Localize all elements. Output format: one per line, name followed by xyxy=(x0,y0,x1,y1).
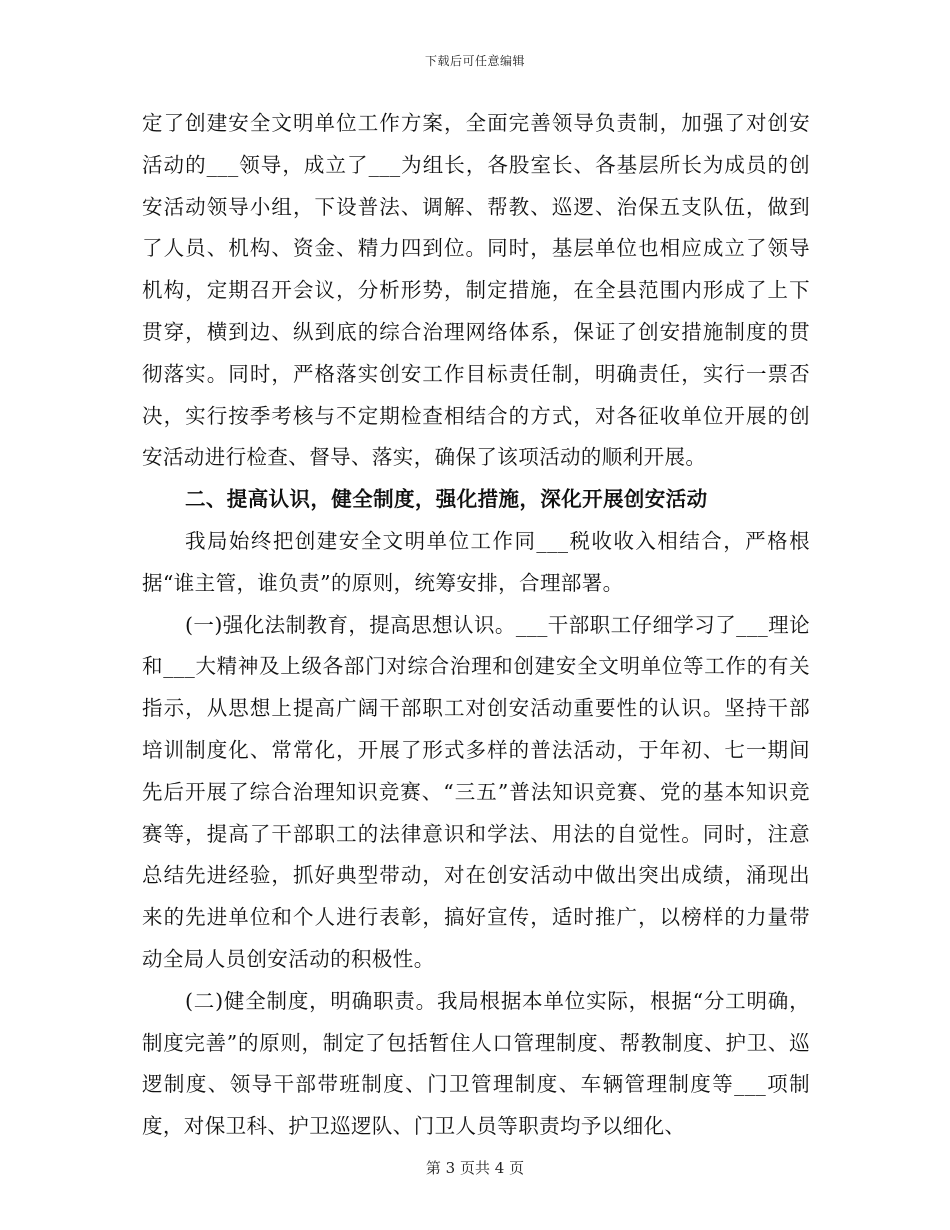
document-body xyxy=(142,103,810,1148)
paragraph-intro: 我局始终把创建安全文明单位工作同___税收收入相结合，严格根据“谁主管，谁负责”的原则，统筹安排，合理部署。 xyxy=(142,528,810,595)
paragraph-continuation: 定了创建安全文明单位工作方案，全面完善领导负责制，加强了对创安活动的___领导，成立了___为组长，各股室长、各基层所长为成员的创安活动领导小组，下设普法、调解、帮教、巡逻、治保五支队伍，做到了人员、机构、资金、精力四到位。同时，基层单位也相应成立了领导机构，定期召开会议，分析形势，制定措施，在全县范围内形成了上下贯穿，横到边、纵到底的综合治理网络体系，保证了创安措施制度的贯彻落实。同时，严格落实创安工作目标责任制，明确责任，实行一票否决，实行按季考核与不定期检查相结合的方式，对各征收单位开展的创安活动进行检查、督导、落实，确保了该项活动的顺利开展。 xyxy=(142,111,810,470)
paragraph-system-rules: (二)健全制度，明确职责。我局根据本单位实际，根据“分工明确，制度完善”的原则，制定了包括暂住人口管理制度、帮教制度、护卫、巡逻制度、领导干部带班制度、门卫管理制度、车辆管理制度等___项制度，对保卫科、护卫巡逻队、门卫人员等职责均予以细化、 xyxy=(142,988,810,1139)
page-header: 下载后可任意编辑 xyxy=(424,54,525,68)
paragraph-legal-education: (一)强化法制教育，提高思想认识。___干部职工仔细学习了___理论和___大精神及上级各部门对综合治理和创建安全文明单位等工作的有关指示，从思想上提高广阔干部职工对创安活动重要性的认识。坚持干部培训制度化、常常化，开展了形式多样的普法活动，于年初、七一期间先后开展了综合治理知识竞赛、“三五”普法知识竞赛、党的基本知识竞赛等，提高了干部职工的法律意识和学法、用法的自觉性。同时，注意总结先进经验，抓好典型带动，对在创安活动中做出突出成绩，涌现出来的先进单位和个人进行表彰，搞好宣传，适时推广，以榜样的力量带动全局人员创安活动的积极性。 xyxy=(142,612,810,971)
page-footer: 第 3 页共 4 页 xyxy=(425,1159,525,1177)
section-heading: 二、提高认识，健全制度，强化措施，深化开展创安活动 xyxy=(185,487,708,512)
